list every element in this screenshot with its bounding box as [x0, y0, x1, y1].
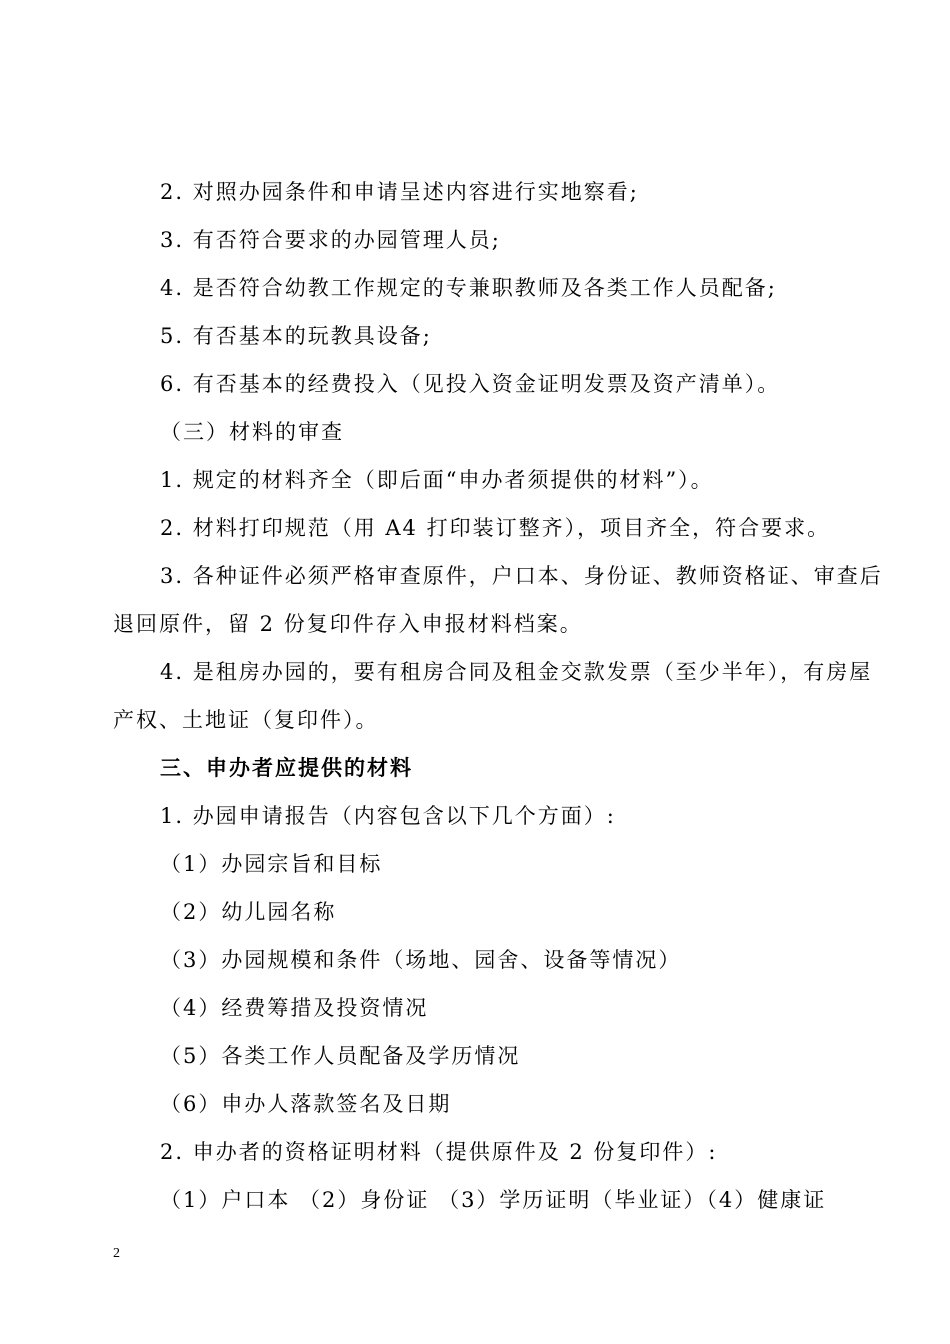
text-line: 4. 是租房办园的，要有租房合同及租金交款发票（至少半年），有房屋 [160, 660, 873, 684]
text-line: （1）户口本 （2）身份证 （3）学历证明（毕业证）（4）健康证 [160, 1188, 827, 1212]
text-line: 产权、土地证（复印件）。 [113, 708, 379, 732]
text-line: 6. 有否基本的经费投入（见投入资金证明发票及资产清单）。 [160, 372, 781, 396]
text-line: 1. 规定的材料齐全（即后面“申办者须提供的材料”）。 [160, 468, 714, 492]
list-item: （3）办园规模和条件（场地、园舍、设备等情况） [160, 948, 682, 972]
text-line: 1. 办园申请报告（内容包含以下几个方面）: [160, 804, 616, 828]
text-line: 4. 是否符合幼教工作规定的专兼职教师及各类工作人员配备; [160, 276, 777, 300]
text-line: 退回原件，留 2 份复印件存入申报材料档案。 [113, 612, 583, 636]
text-line: 2. 申办者的资格证明材料（提供原件及 2 份复印件）: [160, 1140, 718, 1164]
text-line: 3. 各种证件必须严格审查原件，户口本、身份证、教师资格证、审查后 [160, 564, 883, 588]
text-line: 2. 材料打印规范（用 A4 打印装订整齐），项目齐全，符合要求。 [160, 516, 831, 540]
text-line: 3. 有否符合要求的办园管理人员; [160, 228, 501, 252]
list-item: （4）经费筹措及投资情况 [160, 996, 429, 1020]
list-item: （2）幼儿园名称 [160, 900, 337, 924]
list-item: （1）办园宗旨和目标 [160, 852, 383, 876]
list-item: （5）各类工作人员配备及学历情况 [160, 1044, 521, 1068]
list-item: （6）申办人落款签名及日期 [160, 1092, 452, 1116]
page-number: 2 [113, 1246, 120, 1261]
section-heading: 三、申办者应提供的材料 [160, 755, 413, 780]
text-line: 2. 对照办园条件和申请呈述内容进行实地察看; [160, 180, 639, 204]
section-subheading: （三）材料的审查 [160, 420, 344, 444]
text-line: 5. 有否基本的玩教具设备; [160, 324, 432, 348]
